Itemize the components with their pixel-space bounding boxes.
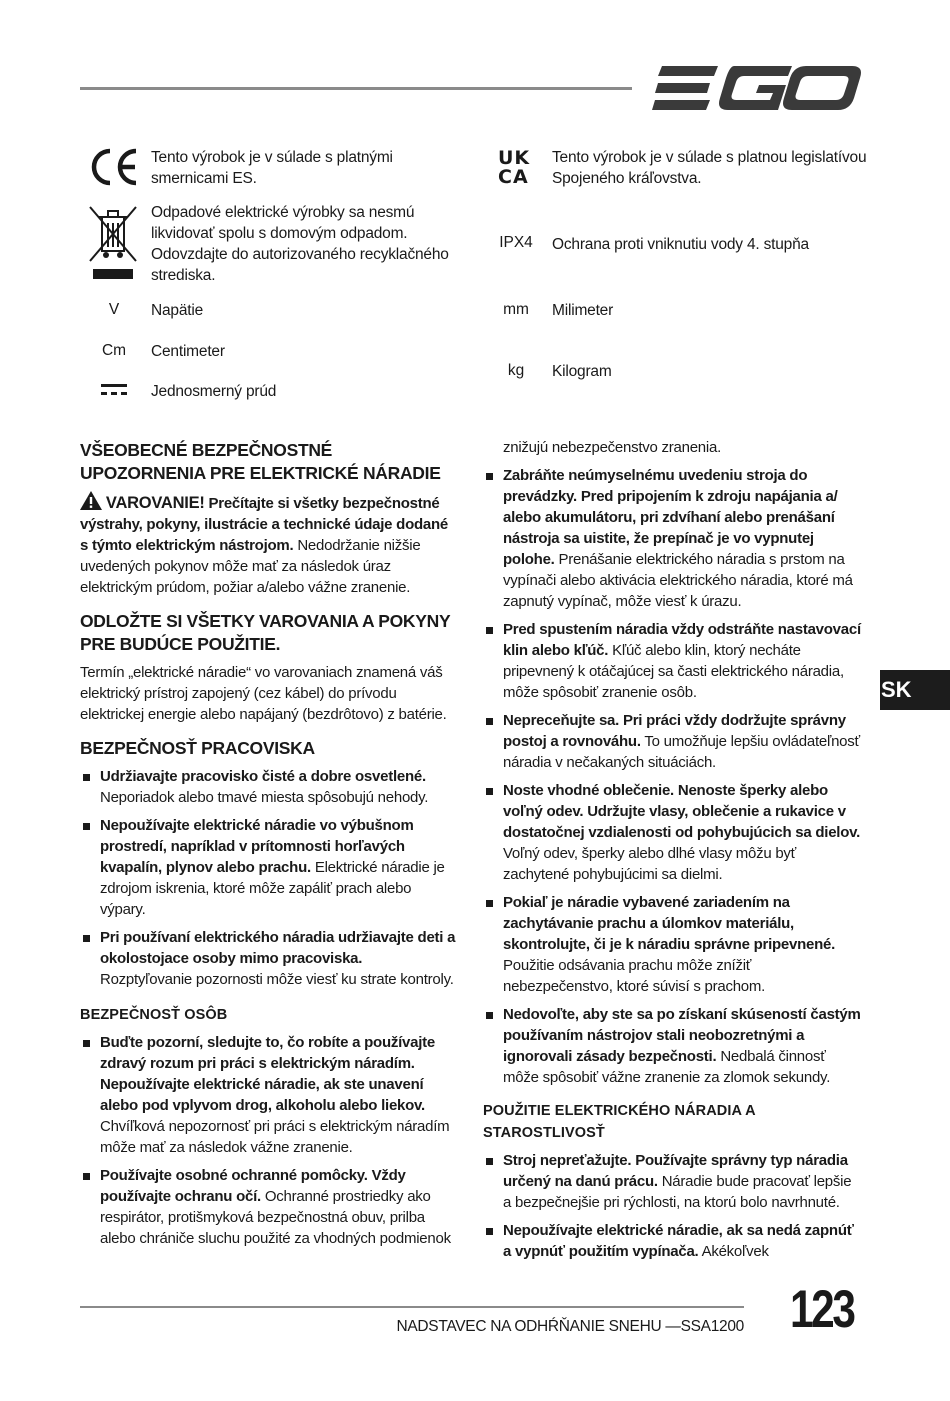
ukca-description: Tento výrobok je v súlade s platnou legislatívou Spojeného kráľovstva. bbox=[552, 149, 867, 187]
list-item: Zabráňte neúmyselnému uvedeniu stroja do prevádzky. Pred pripojením k zdroju napájania a/ alebo akumulátoru, pri zdvíhaní alebo prenášaní nástroja sa uistite, že prepínač je vo vypnutej polohe. Prenášanie elektrického náradia s prstom na vypínači alebo aktivácia elektrického náradia, ktoré má zapnutý vypínač, môže viesť k úrazu. bbox=[483, 465, 863, 612]
ipx4-description: Ochrana proti vniknutiu vody 4. stupňa bbox=[552, 236, 809, 253]
work-area-list bbox=[80, 766, 458, 990]
list-item: Stroj nepreťažujte. Používajte správny typ náradia určený na danú prácu. Náradie bude pracovať lepšie a bezpečnejšie pri rýchlosti, na ktorú bolo navrhnuté. bbox=[483, 1150, 863, 1213]
mm-description: Milimeter bbox=[552, 302, 614, 319]
term-definition: Termín „elektrické náradie“ vo varovaniach znamená váš elektrický prístroj zapojený (cez kábel) do prívodu elektrickej energie alebo napájaný (bezdrôtovo) z batérie. bbox=[80, 664, 447, 723]
heading-tool-use-care: POUŽITIE ELEKTRICKÉHO NÁRADIA A STAROSTLIVOSŤ bbox=[483, 1103, 756, 1141]
ego-logo-graphic bbox=[652, 64, 862, 112]
warning-bold-text: Prečítajte si všetky bezpečnostné výstrahy, pokyny, ilustrácie a technické údaje dodané s týmto elektrickým nástrojom. bbox=[80, 495, 449, 554]
list-item: Používajte osobné ochranné pomôcky. Vždy používajte ochranu očí. Ochranné prostriedky ako respirátor, protišmyková bezpečnostná obuv, prilba alebo chrániče sluchu použité za vhodných podmienok bbox=[80, 1165, 458, 1249]
list-item: Pri používaní elektrického náradia udržiavajte deti a okolostojace osoby mimo pracoviska. Rozptyľovanie pozornosti môže viesť ku strate kontroly. bbox=[80, 927, 458, 990]
list-item: Udržiavajte pracovisko čisté a dobre osvetlené. Neporiadok alebo tmavé miesta spôsobujú nehody. bbox=[80, 766, 458, 808]
header-rule bbox=[80, 87, 632, 90]
weee-description: Odpadové elektrické výrobky sa nesmú likvidovať spolu s domovým odpadom. Odovzdajte do autorizovaného recyklačného strediska. bbox=[151, 204, 449, 284]
tool-use-list bbox=[483, 1150, 863, 1262]
list-item: Nepoužívajte elektrické náradie vo výbušnom prostredí, napríklad v prítomnosti horľavých kvapalín, plynov alebo prachu. Elektrické náradie je zdrojom iskrenia, ktoré môže zapáliť prach alebo výpary. bbox=[80, 815, 458, 920]
cm-description: Centimeter bbox=[151, 343, 225, 360]
kg-abbr: kg bbox=[507, 362, 525, 379]
ukca-bottom-text: CA bbox=[498, 166, 529, 188]
list-item: Buďte pozorní, sledujte to, čo robíte a používajte zdravý rozum pri práci s elektrickým náradím. Nepoužívajte elektrické náradie, ak ste unavení alebo pod vplyvom drog, alkoholu alebo liekov. Chvíľková nepozornosť pri práci s elektrickým náradím môže mať za následok vážne zranenie. bbox=[80, 1032, 458, 1158]
weee-bin-icon bbox=[88, 205, 138, 283]
kg-description: Kilogram bbox=[552, 363, 612, 380]
footer-rule bbox=[80, 1306, 744, 1308]
ego-logo bbox=[652, 64, 862, 112]
heading-general-safety: VŠEOBECNÉ BEZPEČNOSTNÉ UPOZORNENIA PRE ELEKTRICKÉ NÁRADIE bbox=[80, 440, 441, 483]
language-tab bbox=[880, 670, 950, 710]
list-item: Pred spustením náradia vždy odstráňte nastavovací klin alebo kľúč. Kľúč alebo klin, ktorý necháte pripevnený k otáčajúcej sa časti elektrického náradia, môže spôsobiť zranenie osôb. bbox=[483, 619, 863, 703]
list-item: Nepoužívajte elektrické náradie, ak sa nedá zapnúť a vypnúť použitím vypínača. Akékoľvek bbox=[483, 1220, 863, 1262]
language-tab-label: SK bbox=[881, 677, 912, 702]
heading-keep-warnings: ODLOŽTE SI VŠETKY VAROVANIA A POKYNY PRE BUDÚCE POUŽITIE. bbox=[80, 611, 451, 654]
cm-abbr: Cm bbox=[101, 342, 127, 359]
ipx4-abbr: IPX4 bbox=[499, 234, 533, 251]
personal-safety-list-continued bbox=[483, 465, 863, 1088]
ce-mark-icon bbox=[88, 147, 140, 187]
heading-work-area-safety: BEZPEČNOSŤ PRACOVISKA bbox=[80, 738, 315, 758]
ce-description: Tento výrobok je v súlade s platnými smernicami ES. bbox=[151, 149, 393, 187]
list-item: Nepreceňujte sa. Pri práci vždy dodržujte správny postoj a rovnováhu. To umožňuje lepšiu ovládateľnosť náradia v nečakaných situáciách. bbox=[483, 710, 863, 773]
list-item: Noste vhodné oblečenie. Nenoste šperky alebo voľný odev. Udržujte vlasy, oblečenie a rukavice v dostatočnej vzdialenosti od pohybujúcich sa dielov. Voľný odev, šperky alebo dlhé vlasy môžu byť zachytené pohybujúcimi sa dielmi. bbox=[483, 780, 863, 885]
mm-abbr: mm bbox=[503, 301, 529, 318]
list-item: Nedovoľte, aby ste sa po získaní skúseností častým používaním nástrojov stali neobozretnými a ignorovali zásady bezpečnosti. Nedbalá činnosť môže spôsobiť vážne zranenie za zlomok sekundy. bbox=[483, 1004, 863, 1088]
continuation-text: znižujú nebezpečenstvo zranenia. bbox=[503, 439, 721, 456]
left-column bbox=[80, 439, 458, 1256]
page-number: 123 bbox=[790, 1280, 854, 1339]
right-column bbox=[483, 437, 863, 1269]
warning-triangle-icon bbox=[80, 491, 102, 510]
direct-current-icon bbox=[101, 383, 127, 397]
dc-description: Jednosmerný prúd bbox=[151, 383, 277, 400]
ukca-mark-icon bbox=[498, 149, 538, 189]
footer-title: NADSTAVEC NA ODHŔŇANIE SNEHU —SSA1200 bbox=[396, 1318, 744, 1335]
warning-label: VAROVANIE! bbox=[105, 494, 205, 512]
heading-personal-safety: BEZPEČNOSŤ OSÔB bbox=[80, 1007, 228, 1023]
personal-safety-list bbox=[80, 1032, 458, 1249]
warning-text: Nedodržanie nižšie uvedených pokynov môže mať za následok úraz elektrickým prúdom, požiar a/alebo vážne zranenie. bbox=[80, 537, 421, 596]
list-item: Pokiaľ je náradie vybavené zariadením na zachytávanie prachu a úlomkov materiálu, skontrolujte, či je k náradiu správne pripevnené. Použitie odsávania prachu môže znížiť nebezpečenstvo, ktoré súvisí s prachom. bbox=[483, 892, 863, 997]
warning-paragraph bbox=[80, 491, 458, 598]
volt-description: Napätie bbox=[151, 302, 204, 319]
ukca-top-text: UK bbox=[498, 147, 531, 169]
volt-abbr: V bbox=[108, 301, 120, 318]
